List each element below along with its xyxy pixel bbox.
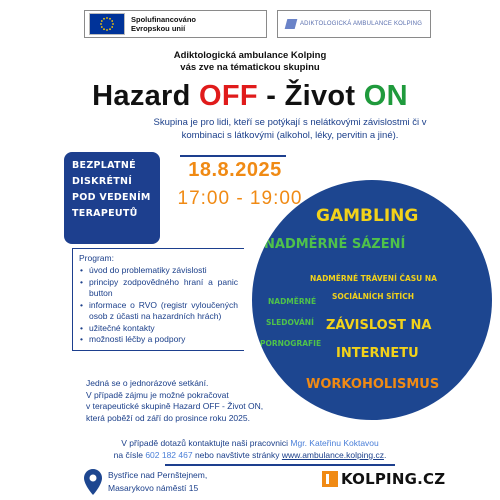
program-item: • úvod do problematiky závislosti (79, 265, 238, 277)
eu-flag-icon (89, 13, 125, 35)
website-link[interactable]: www.ambulance.kolping.cz (281, 450, 384, 460)
eu-star (103, 18, 105, 20)
program-item: • principy zodpovědného hraní a panic button (79, 277, 238, 300)
event-date: 18.8.2025 (188, 159, 282, 181)
word-social-2: SOCIÁLNÍCH SÍTÍCH (332, 292, 414, 301)
event-time: 17:00 - 19:00 (177, 188, 303, 209)
word-gambling: GAMBLING (316, 206, 419, 226)
eu-cofinancing-logo (84, 10, 267, 38)
word-internet-2: INTERNETU (336, 346, 419, 361)
contact-suffix: . (383, 450, 387, 460)
program-list (79, 265, 238, 346)
contact-line1 (0, 437, 500, 449)
word-workaholism: WORKOHOLISMUS (306, 377, 440, 392)
header-invitation: vás zve na tématickou skupinu (180, 62, 320, 73)
contact-prefix: V případě dotazů kontaktujte naši pracovnici (121, 438, 291, 448)
addictions-circle (252, 180, 492, 420)
eu-star (101, 20, 103, 22)
eu-star (109, 18, 111, 20)
eu-star (106, 17, 108, 19)
eu-star (109, 28, 111, 30)
address (108, 469, 207, 495)
contact-divider (165, 464, 395, 466)
eu-star (112, 23, 114, 25)
contact-phone-prefix: na čísle (113, 450, 146, 460)
title-on: ON (363, 80, 408, 112)
kolping-logo (322, 470, 445, 488)
one-off-line3: v terapeutické skupině Hazard OFF - Život ON, (86, 401, 264, 411)
one-off-line4: která poběží od září do prosince roku 2025. (86, 412, 250, 423)
program-item: • možnosti léčby a podpory (79, 334, 238, 346)
badge-discreet: DISKRÉTNÍ (72, 176, 133, 187)
contact-info (0, 437, 500, 461)
contact-phone[interactable]: 602 182 467 (145, 450, 193, 460)
eu-logo-line1: Spolufinancováno (131, 15, 197, 24)
word-porn-2: SLEDOVÁNÍ (266, 318, 314, 327)
one-off-line2: V případě zájmu je možné pokračovat (86, 389, 229, 400)
eu-logo-text (131, 15, 196, 33)
one-off-line1: Jedná se o jednorázové setkání. (86, 378, 209, 388)
address-line1: Bystřice nad Pernštejnem, (108, 470, 208, 480)
word-porn-1: NADMĚRNÉ (268, 297, 317, 306)
badge-therapists: TERAPEUTŮ (72, 208, 138, 219)
location-pin-icon (84, 469, 102, 495)
ambulance-logo (277, 10, 431, 38)
program-item: • informace o RVO (registr vyloučených osob z účasti na hazardních hrách) (79, 300, 238, 323)
kolping-logo-text: KOLPING.CZ (341, 470, 446, 488)
eu-star (111, 20, 113, 22)
address-line2: Masarykovo náměstí 15 (108, 483, 199, 493)
word-porn-3: PORNOGRAFIE (260, 339, 322, 348)
word-internet-1: ZÁVISLOST NA (326, 318, 432, 333)
features-badge (64, 152, 160, 244)
ambulance-logo-icon (285, 19, 298, 29)
eu-star (100, 23, 102, 25)
badge-free: BEZPLATNÉ (72, 160, 136, 171)
one-off-note (86, 378, 286, 424)
title-off: OFF (199, 80, 258, 112)
header-organizer: Adiktologická ambulance Kolping (173, 50, 327, 61)
eu-star (111, 26, 113, 28)
program-item: • užitečné kontakty (79, 323, 238, 335)
eu-star (101, 26, 103, 28)
ambulance-logo-text: ADIKTOLOGICKÁ AMBULANCE KOLPING (299, 21, 423, 27)
contact-line2 (0, 449, 500, 461)
eu-star (106, 29, 108, 31)
badge-guided: POD VEDENÍM (72, 192, 151, 203)
date-divider (180, 155, 286, 157)
title-part2: - Život (257, 80, 364, 112)
page-title (0, 80, 500, 113)
program-box (72, 248, 244, 351)
title-part1: Hazard (92, 80, 200, 112)
contact-web-prefix: nebo navštivte stránky (192, 450, 282, 460)
kolping-logo-icon (322, 471, 338, 487)
eu-star (103, 28, 105, 30)
word-social-1: NADMĚRNÉ TRÁVENÍ ČASU NA (310, 274, 437, 283)
eu-logo-line2: Evropskou unií (131, 24, 186, 33)
contact-person: Mgr. Kateřinu Koktavou (290, 438, 379, 448)
program-title: Program: (79, 253, 114, 263)
word-betting: NADMĚRNÉ SÁZENÍ (264, 237, 406, 252)
group-description: Skupina je pro lidi, kteří se potýkají s nelátkovými závislostmi či v kombinaci s látkovými (alkohol, léky, pervitin a jiné). (153, 117, 427, 141)
